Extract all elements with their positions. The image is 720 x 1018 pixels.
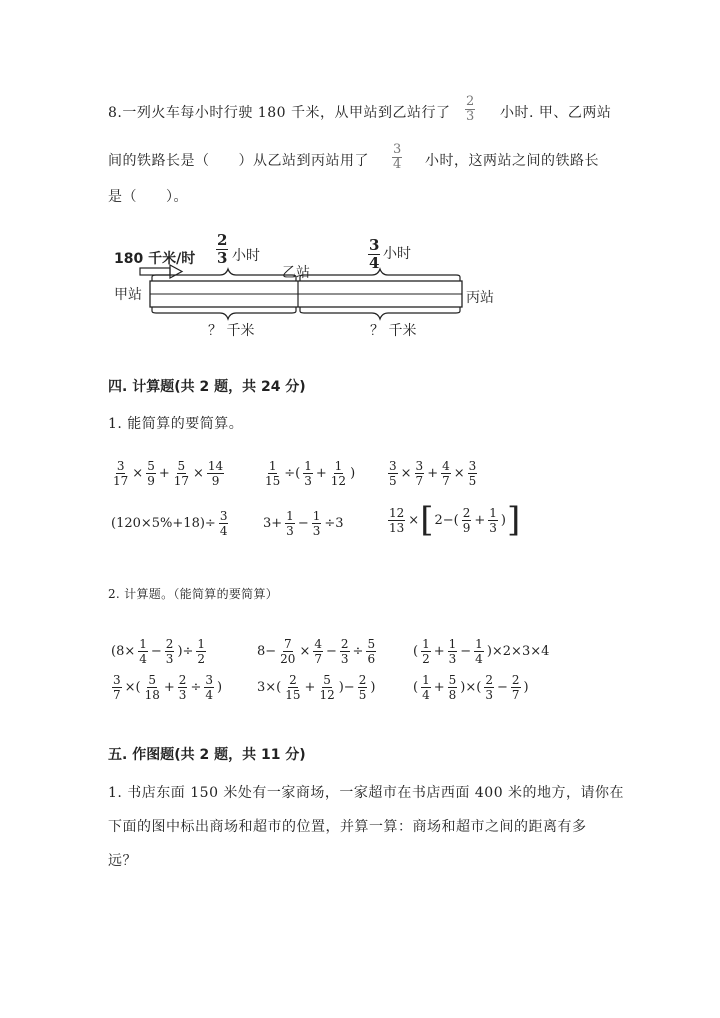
frac (138, 637, 148, 666)
frac-den: 5 (468, 474, 477, 488)
frac (330, 459, 347, 488)
frac-num: 5 (323, 673, 331, 687)
frac-num: 2 (289, 673, 297, 687)
expr-6: $\frac{12}{13}$ ×[2−( $\frac{2}{9}$ + $\frac{1}{3}$ )] (389, 500, 521, 540)
frac (219, 509, 229, 538)
frac-num: 1 (448, 637, 457, 651)
frac-den: 3 (466, 109, 475, 124)
frac-num: 3 (369, 236, 380, 254)
frac-den: 3 (489, 520, 497, 535)
frac-num: 7 (283, 637, 292, 651)
frac (468, 459, 478, 488)
expr-prefix: 8− (257, 644, 277, 659)
frac-num: 14 (207, 459, 224, 473)
frac (146, 459, 156, 488)
frac-num: 1 (334, 459, 343, 473)
frac-den: 12 (319, 688, 335, 702)
frac (313, 637, 323, 666)
frac (173, 459, 190, 488)
frac (474, 637, 484, 666)
frac-den: 7 (511, 688, 520, 702)
frac-den: 3 (340, 652, 349, 666)
frac-den: 7 (113, 688, 121, 702)
q8-line2-text: 间的铁路长是（ ）从乙站到丙站用了 (108, 153, 369, 169)
frac-num: 2 (165, 637, 174, 651)
frac-den: 17 (173, 474, 190, 488)
frac-num: 3 (389, 459, 397, 473)
frac-num: 2 (358, 673, 367, 687)
frac-den: 3 (312, 524, 321, 538)
frac-den: 3 (165, 652, 174, 666)
expr-middle: 2−( (434, 512, 459, 528)
section-5-q1-line3: 远？ (108, 853, 137, 869)
unknown-distance-right: ？ 千米 (370, 323, 417, 339)
unknown-distance-left: ？ 千米 (208, 323, 255, 339)
frac (415, 459, 425, 488)
frac (285, 509, 295, 538)
q8-line2-tail: 小时，这两站之间的铁路长 (425, 153, 599, 169)
frac-den: 4 (422, 688, 430, 702)
frac-num: 5 (177, 459, 186, 473)
frac-den: 9 (462, 520, 471, 535)
frac-num: 1 (139, 637, 147, 651)
frac (388, 506, 405, 535)
frac-num: 2 (178, 673, 187, 687)
frac-num: 1 (422, 673, 430, 687)
frac-den: 2 (422, 652, 430, 666)
frac-num: 3 (415, 459, 424, 473)
expr-11: 3×( $\frac{2}{15}$ + $\frac{5}{12}$ )− $\frac{2}{5}$ ) (257, 673, 376, 702)
frac-num: 5 (448, 673, 457, 687)
q8-line1-tail: 小时. 甲、乙两站 (500, 105, 612, 121)
expr-suffix: ÷3 (324, 516, 344, 531)
expr-9: ( $\frac{1}{2}$ + $\frac{1}{3}$ − $\frac{1}{4}$ )×2×3×4 (413, 637, 550, 666)
frac-num: 3 (116, 459, 125, 473)
frac-num: 1 (312, 509, 321, 523)
frac-num: 5 (147, 459, 155, 473)
expr-10: $\frac{3}{7}$ ×( $\frac{5}{18}$ + $\frac{2}{3}$ ÷ $\frac{3}{4}$ ) (113, 673, 223, 702)
expr-5: 3+ $\frac{1}{3}$ − $\frac{1}{3}$ ÷3 (263, 509, 344, 538)
frac-num: 2 (466, 94, 475, 109)
frac (318, 673, 335, 702)
section-5-heading: 五. 作图题(共 2 题，共 11 分) (108, 747, 306, 763)
expr-suffix: )×2×3×4 (486, 644, 550, 659)
frac-num: 4 (314, 637, 322, 651)
section-5-q1-line1: 1. 书店东面 150 米处有一家商场，一家超市在书店西面 400 米的地方，请你在 (108, 785, 625, 801)
section-4-q1-title: 1. 能简算的要简算。 (108, 416, 244, 432)
frac-den: 4 (393, 157, 402, 172)
frac-num: 1 (286, 509, 294, 523)
frac (303, 459, 313, 488)
frac-num: 1 (304, 459, 312, 473)
frac-num: 1 (422, 637, 430, 651)
frac-den: 20 (280, 652, 296, 666)
frac-den: 4 (219, 524, 228, 538)
diagram-left-time-frac (216, 232, 228, 267)
diagram-left-time-unit: 小时 (232, 248, 260, 264)
diagram-right-time-frac (368, 237, 380, 272)
frac-den: 2 (197, 652, 206, 666)
frac-den: 18 (144, 688, 160, 702)
frac (264, 459, 281, 488)
frac-num: 2 (340, 637, 349, 651)
frac-den: 7 (442, 474, 450, 488)
frac-num: 2 (462, 505, 471, 520)
frac-num: 3 (113, 673, 121, 687)
frac-den: 9 (211, 474, 220, 488)
frac-num: 5 (367, 637, 376, 651)
expr-8: 8− $\frac{7}{20}$ × $\frac{4}{7}$ − $\frac{2}{3}$ ÷ $\frac{5}{6}$ (257, 637, 376, 666)
frac-den: 9 (147, 474, 155, 488)
section-5-q1-line2: 下面的图中标出商场和超市的位置，并算一算：商场和超市之间的距离有多 (108, 819, 587, 835)
frac-num: 4 (442, 459, 450, 473)
frac-den: 15 (285, 688, 301, 702)
frac-num: 5 (148, 673, 157, 687)
frac (462, 506, 472, 535)
frac (204, 673, 214, 702)
expr-1: $\frac{3}{17}$ × $\frac{5}{9}$ + $\frac{5}{17}$ × $\frac{14}{9}$ (113, 459, 224, 488)
q8-line1-text: 8.一列火车每小时行驶 180 千米，从甲站到乙站行了 (108, 105, 451, 121)
frac (340, 637, 350, 666)
station-b-label: 乙站 (282, 265, 310, 281)
station-a-label: 甲站 (114, 287, 142, 303)
frac (165, 637, 175, 666)
brace-top-left (152, 269, 296, 281)
frac-den: 3 (217, 249, 228, 267)
frac-den: 13 (389, 520, 405, 535)
expr-12: ( $\frac{1}{4}$ + $\frac{5}{8}$ )×( $\frac{2}{3}$ − $\frac{2}{7}$ ) (413, 673, 529, 702)
frac (484, 673, 494, 702)
q8-line3-text: 是（ ）。 (108, 189, 188, 205)
frac-den: 4 (369, 254, 380, 272)
frac-num: 3 (393, 142, 402, 157)
section-4-q2-title: 2. 计算题。（能简算的要简算） (108, 587, 279, 601)
railway-diagram (100, 225, 520, 345)
frac (366, 637, 376, 666)
frac (112, 459, 129, 488)
frac-den: 6 (367, 652, 376, 666)
frac (421, 673, 431, 702)
frac-den: 5 (358, 688, 367, 702)
frac-den: 3 (485, 688, 493, 702)
frac-den: 12 (330, 474, 347, 488)
frac-den: 3 (448, 652, 457, 666)
frac-den: 5 (389, 474, 397, 488)
frac (279, 637, 296, 666)
frac (144, 673, 161, 702)
frac-num: 1 (197, 637, 206, 651)
expr-prefix: (8× (111, 644, 136, 659)
frac-den: 17 (113, 474, 129, 488)
frac-den: 8 (448, 688, 457, 702)
expr-4 (110, 509, 230, 538)
expr-prefix: 3+ (263, 516, 283, 531)
expr-7: (8× $\frac{1}{4}$ − $\frac{2}{3}$ )÷ $\frac{1}{2}$ (111, 637, 206, 666)
diagram-right-time-unit: 小时 (383, 246, 411, 262)
frac-den: 4 (205, 688, 213, 702)
frac-den: 15 (265, 474, 281, 488)
frac-den: 4 (475, 652, 483, 666)
frac-num: 2 (217, 231, 228, 249)
frac-den: 7 (314, 652, 322, 666)
frac-num: 2 (511, 673, 520, 687)
expr-2: $\frac{1}{15}$ ÷( $\frac{1}{3}$ + $\frac{1}{12}$ ) (265, 459, 356, 488)
frac-den: 3 (178, 688, 187, 702)
frac (488, 506, 498, 535)
frac-num: 2 (485, 673, 493, 687)
expr-prefix: (120×5%+18)÷ (111, 516, 216, 531)
frac (358, 673, 368, 702)
frac (312, 509, 322, 538)
frac (448, 637, 458, 666)
frac-num: 3 (468, 459, 477, 473)
frac (441, 459, 451, 488)
frac (284, 673, 301, 702)
frac (196, 637, 206, 666)
frac (178, 673, 188, 702)
frac-num: 1 (475, 637, 483, 651)
frac (388, 459, 398, 488)
frac-num: 1 (268, 459, 277, 473)
expr-3: $\frac{3}{5}$ × $\frac{3}{7}$ + $\frac{4}{7}$ × $\frac{3}{5}$ (389, 459, 477, 488)
q8-frac-three-quarters (392, 143, 402, 172)
expr-prefix: 3×( (257, 680, 282, 695)
station-c-label: 丙站 (466, 290, 494, 306)
frac-num: 1 (489, 505, 497, 520)
frac (207, 459, 224, 488)
q8-frac-two-thirds (465, 95, 475, 124)
frac (112, 673, 122, 702)
frac (421, 637, 431, 666)
frac-den: 3 (286, 524, 294, 538)
frac-num: 12 (389, 505, 405, 520)
section-4-heading: 四. 计算题(共 2 题，共 24 分) (108, 379, 306, 395)
frac-num: 3 (205, 673, 213, 687)
frac-den: 7 (415, 474, 424, 488)
diagram-speed-label: 180 千米/时 (114, 251, 196, 267)
frac-den: 4 (139, 652, 147, 666)
frac-num: 3 (219, 509, 228, 523)
frac-den: 3 (304, 474, 312, 488)
frac (448, 673, 458, 702)
railway-track (150, 281, 462, 307)
brace-bottom-right (300, 307, 460, 319)
brace-bottom-left (152, 307, 296, 319)
frac (511, 673, 521, 702)
